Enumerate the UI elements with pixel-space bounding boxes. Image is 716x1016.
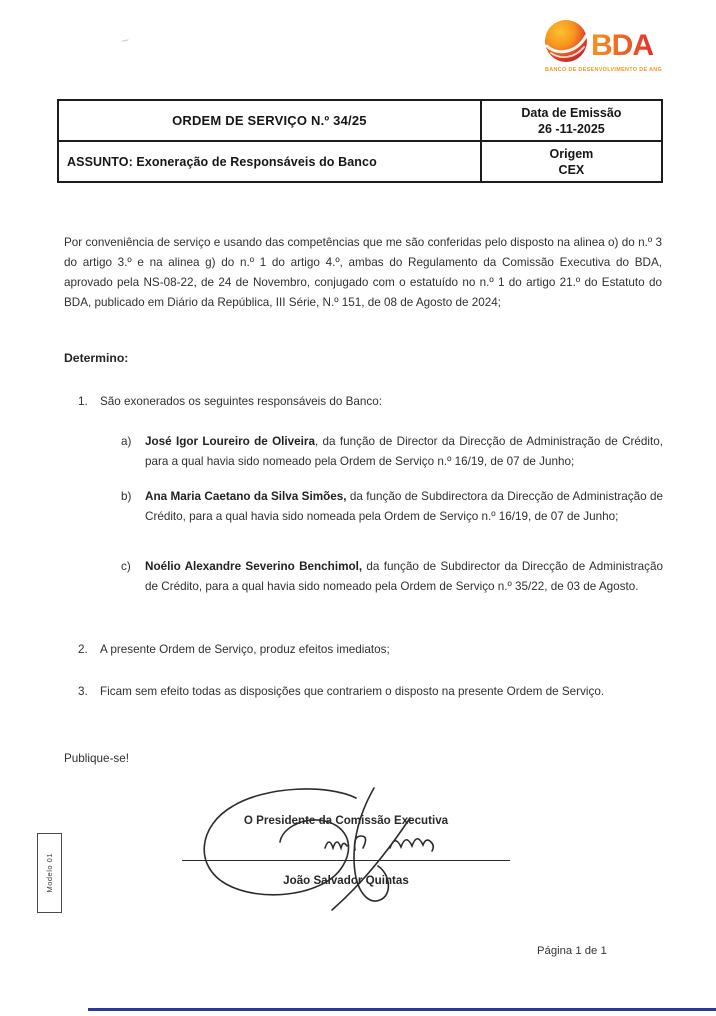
signer-name: João Salvador Quintas [283, 874, 409, 887]
person-name: Ana Maria Caetano da Silva Simões, [145, 490, 347, 503]
sub-item-text [145, 487, 663, 526]
person-name: Noélio Alexandre Severino Benchimol, [145, 560, 363, 573]
model-number-box [37, 833, 62, 913]
person-role-text: , da função de Director da Direcção de Administração de Crédito, para a qual havia sido nomeado pela Ordem de Serviço n.º 16/19, de 07 de Junho; [145, 435, 663, 468]
bda-logo-graphic [544, 18, 662, 78]
person-role-text: da função de Subdirector da Direcção de Administração de Crédito, para a qual havia sido nomeado pela Ordem de Serviço n.º 35/22, de 03 de Agosto. [145, 560, 664, 593]
item-text: São exonerados os seguintes responsáveis do Banco: [100, 395, 382, 408]
header-table [57, 99, 663, 183]
signer-title: O Presidente da Comissão Executiva [243, 814, 449, 827]
logo-brand-text: BDA [591, 29, 653, 62]
model-number-label: Modelo 01 [45, 853, 54, 893]
item-number: 2. [78, 643, 88, 656]
emission-cell [481, 100, 662, 141]
bda-logo [544, 18, 662, 78]
page-number: Página 1 de 1 [537, 945, 607, 957]
order-title: ORDEM DE SERVIÇO N.º 34/25 [58, 100, 481, 141]
emission-label: Data de Emissão [521, 105, 622, 120]
subject-text: ASSUNTO: Exoneração de Responsáveis do Banco [58, 141, 481, 182]
scan-artifact [122, 39, 130, 44]
logo-caption-text: BANCO DE DESENVOLVIMENTO DE ANGOLA [545, 67, 662, 73]
determine-label: Determino: [64, 351, 129, 365]
publish-order-text: Publique-se! [64, 752, 129, 765]
logo-sphere-icon [545, 20, 587, 62]
item-number: 3. [78, 685, 88, 698]
list-item-1 [78, 392, 658, 411]
header-row-subject [58, 141, 662, 182]
sub-item-letter: a) [121, 435, 132, 448]
item-text: Ficam sem efeito todas as disposições que contrariem o disposto na presente Ordem de Serviço. [100, 685, 605, 698]
signature-block [178, 786, 514, 918]
person-role-text: da função de Subdirectora da Direcção de Administração de Crédito, para a qual havia sido nomeada pela Ordem de Serviço n.º 16/19, de 07 de Junho; [145, 490, 663, 523]
sub-item-text [145, 432, 663, 471]
intro-paragraph: Por conveniência de serviço e usando das competências que me são conferidas pelo disposto na alinea o) do n.º 3 do artigo 3.º e na alinea g) do n.º 1 do artigo 4.º, ambas do Regulamento da Comissão Executiva do BDA, aprovado pela NS-08-22, de 24 de Novembro, conjugado com o estatuído no n.º 1 do artigo 21.º do Estatuto do BDA, publicado em Diário da República, III Série, N.º 151, de 08 de Agosto de 2024; [64, 236, 662, 309]
item-text: A presente Ordem de Serviço, produz efeitos imediatos; [100, 643, 390, 656]
sub-item-b [121, 487, 663, 526]
list-item-3 [78, 682, 658, 701]
origin-cell [481, 141, 662, 182]
sub-item-a [121, 432, 663, 471]
sub-item-text [145, 557, 663, 596]
sub-item-c [121, 557, 663, 596]
handwritten-signature [178, 786, 514, 918]
person-name: José Igor Loureiro de Oliveira [145, 435, 315, 448]
origin-label: Origem [549, 146, 594, 161]
footer-accent-line [88, 1008, 716, 1011]
item-number: 1. [78, 395, 88, 408]
emission-date: 26 -11-2025 [538, 121, 605, 136]
list-item-2 [78, 640, 658, 659]
header-row-title [58, 100, 662, 141]
sub-item-letter: b) [121, 490, 132, 503]
sub-item-letter: c) [121, 560, 131, 573]
origin-value: CEX [558, 162, 585, 177]
